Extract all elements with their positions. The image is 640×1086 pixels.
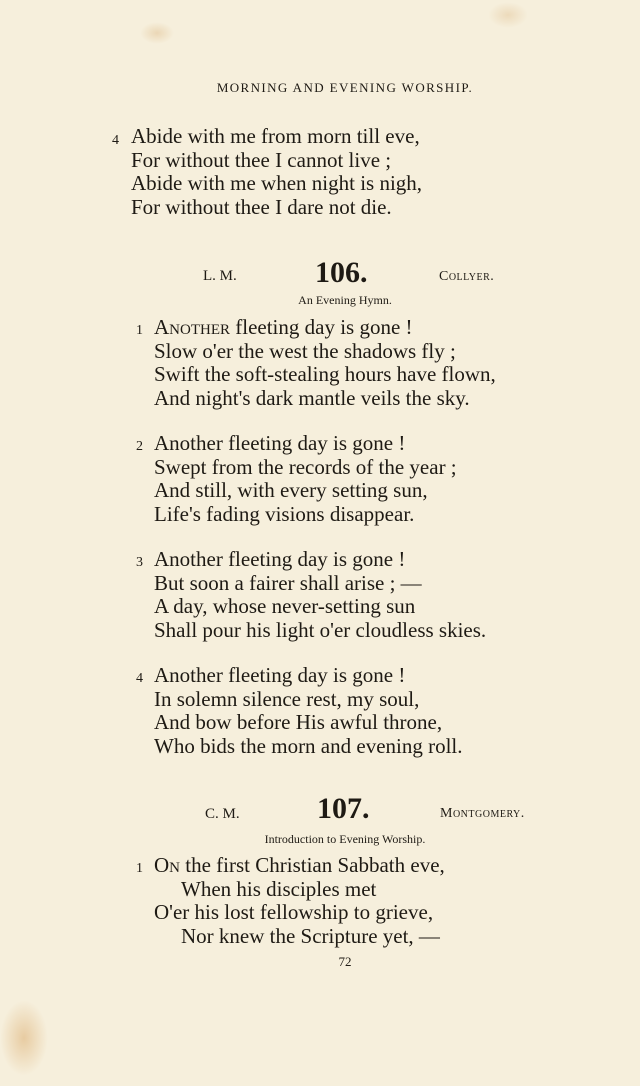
foxing-stain — [140, 22, 174, 44]
stanza-number: 4 — [112, 133, 119, 148]
verse-line: Another fleeting day is gone ! — [154, 547, 406, 571]
verse-line: And night's dark mantle veils the sky. — [154, 385, 470, 410]
stanza-number: 2 — [136, 439, 143, 454]
verse-line: Shall pour his light o'er cloudless skies. — [154, 617, 487, 642]
stanza — [154, 548, 486, 642]
verse-line: Nor knew the Scripture yet, — — [181, 923, 440, 948]
stanza — [154, 316, 496, 410]
verse-line: But soon a fairer shall arise ; — — [154, 570, 422, 595]
hymn-106-heading — [0, 256, 640, 296]
hymn-subtitle: An Evening Hymn. — [298, 293, 392, 307]
stanza-number: 3 — [136, 555, 143, 570]
verse-line: Swept from the records of the year ; — [154, 454, 457, 479]
verse-line: On the first Christian Sabbath eve, — [154, 853, 445, 877]
verse-line: Life's fading visions disappear. — [154, 501, 415, 526]
verse-line: For without thee I dare not die. — [131, 194, 392, 219]
running-head: MORNING AND EVENING WORSHIP. — [216, 80, 474, 95]
stanza-number: 1 — [136, 861, 143, 876]
prev-hymn-stanza — [131, 125, 422, 219]
verse-line: O'er his lost fellowship to grieve, — [154, 900, 434, 924]
verse-line: In solemn silence rest, my soul, — [154, 686, 420, 711]
hymn-107-heading — [0, 792, 640, 832]
verse-line: Swift the soft-stealing hours have flown, — [154, 362, 496, 386]
verse-line: And still, with every setting sun, — [154, 478, 428, 502]
hymn-meter: L. M. — [203, 268, 237, 284]
stanza — [154, 854, 445, 948]
foxing-stain — [0, 1000, 48, 1076]
verse-line: Another fleeting day is gone ! — [154, 315, 413, 339]
verse-line: Abide with me when night is nigh, — [131, 171, 423, 195]
hymn-number: 107. — [317, 792, 370, 825]
stanza-number: 1 — [136, 323, 143, 338]
verse-line: And bow before His awful throne, — [154, 710, 443, 734]
hymn-tune: Montgomery. — [440, 806, 525, 821]
stanza — [154, 432, 457, 526]
foxing-stain — [488, 2, 528, 28]
verse-line: Another fleeting day is gone ! — [154, 663, 406, 687]
hymn-subtitle: Introduction to Evening Worship. — [264, 832, 426, 846]
first-word: Another — [154, 315, 230, 339]
verse-line: When his disciples met — [181, 876, 377, 901]
first-word: On — [154, 853, 180, 877]
verse-line: A day, whose never-setting sun — [154, 594, 416, 618]
hymn-tune: Collyer. — [439, 269, 495, 284]
verse-line: Abide with me from morn till eve, — [131, 124, 420, 148]
stanza-number: 4 — [136, 671, 143, 686]
hymn-meter: C. M. — [205, 806, 240, 822]
verse-line: For without thee I cannot live ; — [131, 147, 392, 172]
verse-line: Who bids the morn and evening roll. — [154, 733, 463, 758]
stanza — [154, 664, 463, 758]
verse-line: Slow o'er the west the shadows fly ; — [154, 338, 456, 363]
verse-line: Another fleeting day is gone ! — [154, 431, 406, 455]
page-number: 72 — [338, 954, 352, 969]
hymn-number: 106. — [315, 256, 368, 289]
